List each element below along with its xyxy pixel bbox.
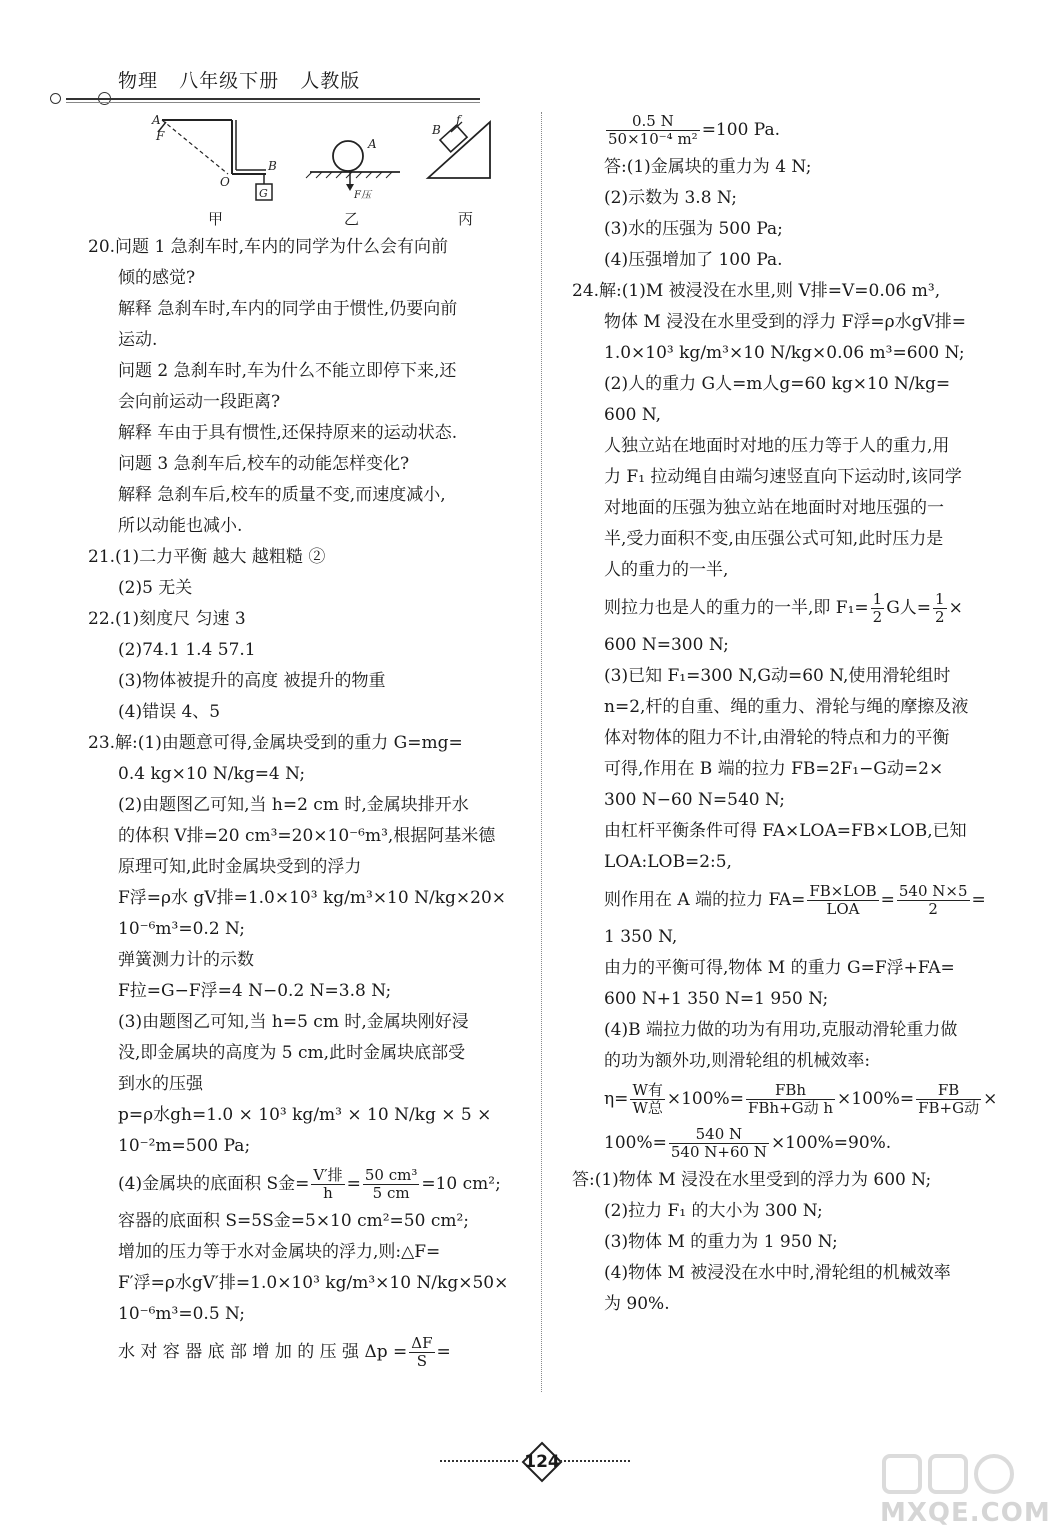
fig2-label-f: F压: [354, 190, 371, 201]
text-line: F′浮=ρ水gV′排=1.0×10³ kg/m³×10 N/kg×50×: [118, 1273, 509, 1293]
fraction-denominator: 50×10⁻⁴ m²: [608, 130, 698, 148]
text-line: 0.4 kg×10 N/kg=4 N;: [118, 764, 306, 784]
fig1-label-b: B: [268, 159, 277, 173]
text-line: 对地面的压强为独立站在地面时对地压强的一: [604, 498, 944, 518]
text-line: (2)74.1 1.4 57.1: [118, 640, 256, 660]
fraction: [933, 591, 947, 626]
fraction-denominator: 540 N+60 N: [670, 1143, 767, 1161]
text-line: p=ρ水gh=1.0 × 10³ kg/m³ × 10 N/kg × 5 ×: [118, 1105, 492, 1125]
formula-suffix: =100 Pa.: [701, 120, 780, 140]
fraction-numerator: ΔF: [411, 1334, 433, 1352]
fraction-denominator: 2: [872, 608, 883, 626]
fig1-label-f: F: [156, 129, 165, 143]
fraction-numerator: 540 N×5: [898, 882, 968, 900]
formula-mid: G人=: [886, 598, 932, 618]
text-line: 由杠杆平衡条件可得 FA×LOA=FB×LOB,已知: [604, 821, 967, 841]
footer-dots-left: [440, 1460, 518, 1462]
column-divider: [541, 112, 542, 1392]
fig1-label-o: O: [220, 175, 230, 189]
text-line: 运动.: [118, 330, 158, 350]
fig2-label-a: A: [368, 137, 377, 151]
text-line: 半,受力面积不变,由压强公式可知,此时压力是: [604, 529, 944, 549]
text-line: 22.(1)刻度尺 匀速 3: [88, 609, 246, 629]
fraction: [669, 1126, 769, 1161]
text-line: 到水的压强: [118, 1074, 203, 1094]
text-line: (2)拉力 F₁ 的大小为 300 N;: [604, 1201, 823, 1221]
fig1-label-g: G: [259, 187, 268, 200]
text-line: 弹簧测力计的示数: [118, 950, 254, 970]
text-line: 20.问题 1 急刹车时,车内的同学为什么会有向前: [88, 237, 449, 257]
formula-suffix: =: [971, 890, 986, 910]
fraction-numerator: V′排: [313, 1166, 343, 1184]
text-line: F浮=ρ水 gV排=1.0×10³ kg/m³×10 N/kg×20×: [118, 888, 507, 908]
page-number: 124: [524, 1452, 560, 1472]
text-line: 会向前运动一段距离?: [118, 392, 281, 412]
text-line: (3)物体 M 的重力为 1 950 N;: [604, 1232, 838, 1252]
figure-label-bing: 丙: [458, 210, 474, 228]
formula-prefix: 100%=: [604, 1133, 667, 1153]
fraction-numerator: 1: [872, 590, 883, 608]
footer-dots-right: [560, 1460, 630, 1462]
text-line: 答:(1)金属块的重力为 4 N;: [604, 157, 812, 177]
text-line: 问题 2 急刹车时,车为什么不能立即停下来,还: [118, 361, 457, 381]
watermark-icon: [880, 1448, 1020, 1498]
text-line: 容器的底面积 S=5S金=5×10 cm²=50 cm²;: [118, 1211, 470, 1231]
text-line: 解释 急刹车后,校车的质量不变,而速度减小,: [118, 485, 446, 505]
formula-suffix: ×100%=90%.: [770, 1133, 892, 1153]
text-line: 600 N,: [604, 405, 662, 425]
text-line: (3)水的压强为 500 Pa;: [604, 219, 783, 239]
text-line: 物体 M 浸没在水里受到的浮力 F浮=ρ水gV排=: [604, 312, 967, 332]
text-line: 解释 急刹车时,车内的同学由于惯性,仍要向前: [118, 299, 458, 319]
fraction-denominator: h: [323, 1184, 333, 1202]
text-line: 24.解:(1)M 被浸没在水里,则 V排=V=0.06 m³,: [572, 281, 941, 301]
text-line: (4)物体 M 被浸没在水中时,滑轮组的机械效率: [604, 1263, 951, 1283]
text-line: 600 N+1 350 N=1 950 N;: [604, 989, 829, 1009]
figures-row: [140, 112, 510, 232]
text-line: 体对物体的阻力不计,由滑轮的特点和力的平衡: [604, 728, 950, 748]
header-rule: [66, 98, 480, 100]
formula-prefix: (4)金属块的底面积 S金=: [118, 1174, 310, 1194]
text-line: 倾的感觉?: [118, 268, 196, 288]
text-line: 增加的压力等于水对金属块的浮力,则:△F=: [118, 1242, 441, 1262]
formula-line: [88, 1162, 528, 1206]
header-rule-thin: [66, 102, 480, 103]
fraction-numerator: 1: [935, 590, 945, 608]
fraction-denominator: S: [416, 1352, 428, 1370]
formula-suffix: =: [436, 1342, 451, 1362]
fraction-denominator: W总: [632, 1099, 663, 1117]
text-line: (4)错误 4、5: [118, 702, 221, 722]
text-line: (2)由题图乙可知,当 h=2 cm 时,金属块排开水: [118, 795, 469, 815]
formula-line: [572, 878, 1004, 922]
text-line: (3)由题图乙可知,当 h=5 cm 时,金属块刚好浸: [118, 1012, 469, 1032]
formula-suffix: ×: [983, 1089, 998, 1109]
text-line: 没,即金属块的高度为 5 cm,此时金属块底部受: [118, 1043, 466, 1063]
fraction-denominator: 2: [928, 900, 938, 918]
figure-label-jia: 甲: [208, 210, 224, 228]
fraction-denominator: FBh+G动 h: [747, 1099, 834, 1117]
text-line: 原理可知,此时金属块受到的浮力: [118, 857, 362, 877]
fraction-denominator: 2: [935, 608, 945, 626]
fraction: [916, 1082, 981, 1117]
text-line: (2)5 无关: [118, 578, 193, 598]
text-line: 23.解:(1)由题意可得,金属块受到的重力 G=mg=: [88, 733, 463, 753]
header-title: 物理 八年级下册 人教版: [118, 70, 361, 92]
text-line: (3)已知 F₁=300 N,G动=60 N,使用滑轮组时: [604, 666, 951, 686]
fraction-denominator: FB+G动: [918, 1099, 980, 1117]
text-line: 由力的平衡可得,物体 M 的重力 G=F浮+FA=: [604, 958, 955, 978]
fraction-denominator: LOA: [826, 900, 860, 918]
fraction-numerator: FB×LOB: [809, 882, 877, 900]
fig3-label-b: B: [432, 123, 441, 137]
header-dot-left: [50, 93, 61, 104]
text-line: 答:(1)物体 M 浸没在水里受到的浮力为 600 N;: [572, 1170, 932, 1190]
right-column: [572, 108, 1004, 1320]
left-column: [88, 232, 528, 1374]
text-line: 21.(1)二力平衡 越大 越粗糙 ②: [88, 547, 326, 567]
fraction: [746, 1082, 835, 1117]
text-line: 10⁻⁶m³=0.2 N;: [118, 919, 246, 939]
fraction-numerator: 50 cm³: [364, 1166, 418, 1184]
formula-prefix: 则作用在 A 端的拉力 FA=: [604, 890, 806, 910]
text-line: (2)人的重力 G人=m人g=60 kg×10 N/kg=: [604, 374, 951, 394]
text-line: 的功为额外功,则滑轮组的机械效率:: [604, 1051, 871, 1071]
formula-line: [572, 1121, 1004, 1165]
formula-suffix: ×: [948, 598, 963, 618]
text-line: 的体积 V排=20 cm³=20×10⁻⁶m³,根据阿基米德: [118, 826, 496, 846]
formula-line: [572, 108, 1004, 152]
text-line: 300 N−60 N=540 N;: [604, 790, 785, 810]
text-line: 人独立站在地面时对地的压力等于人的重力,用: [604, 436, 950, 456]
text-line: n=2,杆的自重、绳的重力、滑轮与绳的摩擦及液: [604, 697, 969, 717]
text-line: 1.0×10³ kg/m³×10 N/kg×0.06 m³=600 N;: [604, 343, 965, 363]
page-number-badge: [522, 1442, 562, 1482]
watermark-text: MXQE.COM: [880, 1498, 1051, 1528]
figure-jia: [140, 112, 510, 212]
page-footer: [440, 1440, 640, 1484]
fig3-label-f: f: [456, 113, 461, 127]
text-line: (4)压强增加了 100 Pa.: [604, 250, 783, 270]
formula-prefix: η=: [604, 1089, 629, 1109]
text-line: (3)物体被提升的高度 被提升的物重: [118, 671, 386, 691]
text-line: 1 350 N,: [604, 927, 678, 947]
text-line: 600 N=300 N;: [604, 635, 729, 655]
formula-equals: =: [880, 890, 895, 910]
text-line: 所以动能也减小.: [118, 516, 243, 536]
formula-line: [572, 586, 1004, 630]
fraction-numerator: 540 N: [669, 1126, 769, 1144]
text-line: 人的重力的一半,: [604, 560, 729, 580]
text-line: 10⁻²m=500 Pa;: [118, 1136, 251, 1156]
fraction: [363, 1167, 420, 1202]
fraction-denominator: 5 cm: [372, 1184, 410, 1202]
fraction-numerator: FBh: [746, 1082, 835, 1100]
text-line: (4)B 端拉力做的功为有用功,克服动滑轮重力做: [604, 1020, 958, 1040]
page-header: [48, 62, 480, 112]
fraction: [409, 1335, 434, 1370]
text-line: LOA:LOB=2:5,: [604, 852, 732, 872]
formula-suffix: =10 cm²;: [421, 1174, 501, 1194]
text-line: 问题 3 急刹车后,校车的动能怎样变化?: [118, 454, 410, 474]
text-line: 为 90%.: [604, 1294, 670, 1314]
figure-label-yi: 乙: [344, 210, 360, 228]
formula-line: [88, 1330, 528, 1374]
formula-mid: ×100%=: [666, 1089, 744, 1109]
text-line: F拉=G−F浮=4 N−0.2 N=3.8 N;: [118, 981, 392, 1001]
fraction: [630, 1082, 664, 1117]
formula-mid: ×100%=: [837, 1089, 915, 1109]
text-line: 力 F₁ 拉动绳自由端匀速竖直向下运动时,该同学: [604, 467, 962, 487]
formula-prefix: 水 对 容 器 底 部 增 加 的 压 强 Δp =: [118, 1342, 408, 1362]
text-line: (2)示数为 3.8 N;: [604, 188, 737, 208]
formula-equals: =: [346, 1174, 361, 1194]
fraction-numerator: FB: [916, 1082, 981, 1100]
fraction: [871, 591, 885, 626]
fraction-numerator: 0.5 N: [606, 113, 700, 131]
text-line: 10⁻⁶m³=0.5 N;: [118, 1304, 246, 1324]
formula-prefix: 则拉力也是人的重力的一半,即 F₁=: [604, 598, 869, 618]
formula-line: [572, 1077, 1004, 1121]
text-line: 可得,作用在 B 端的拉力 FB=2F₁−G动=2×: [604, 759, 944, 779]
text-line: 解释 车由于具有惯性,还保持原来的运动状态.: [118, 423, 458, 443]
fraction: [606, 113, 700, 148]
fig1-label-a: A: [152, 113, 161, 127]
watermark-logo: [880, 1448, 1051, 1528]
fraction: [807, 883, 878, 918]
fraction: [311, 1167, 344, 1202]
fraction: [897, 883, 970, 918]
fraction-numerator: W有: [632, 1081, 663, 1099]
